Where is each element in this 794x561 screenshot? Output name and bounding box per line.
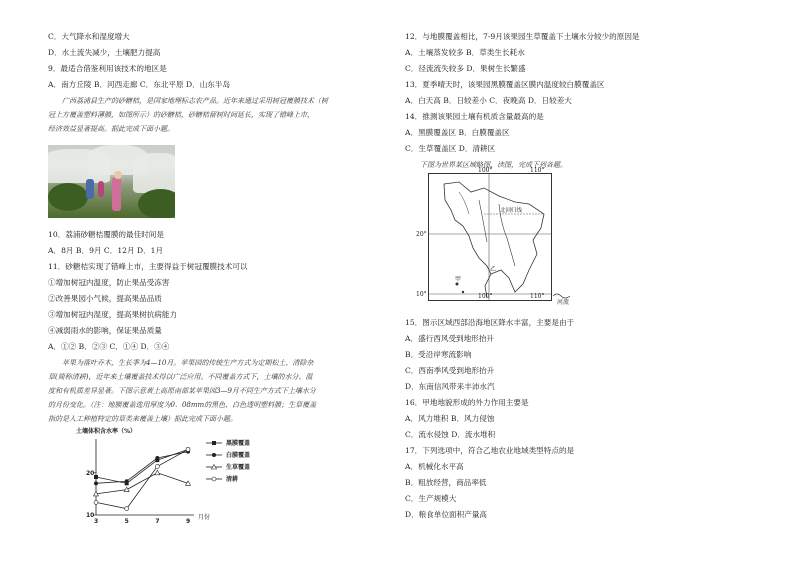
question-16-options-ab: A．风力堆积 B．风力侵蚀	[405, 414, 495, 423]
question-17-option-d: D．粮食单位面积产量高	[405, 510, 488, 519]
question-15: 15．图示区域西部沿海地区降水丰富，主要是由于	[405, 318, 575, 327]
legend-label: 生草覆盖	[226, 464, 251, 471]
intro-paragraph-1-line-3: 经济效益显著提高。据此完成下面小题。	[48, 125, 174, 133]
data-point	[155, 464, 159, 468]
question-11: 11．砂糖桔实现了错峰上市，主要得益于树冠覆膜技术可以	[48, 262, 248, 271]
legend-label: 白膜覆盖	[226, 452, 251, 459]
option-d: D．水土流失减少，土壤肥力提高	[48, 48, 161, 57]
legend-label: 清耕	[226, 476, 239, 483]
question-13: 13．夏季晴天时，该果园黑膜覆盖区膜内温度较白膜覆盖区	[405, 80, 605, 89]
question-11-options: A．①② B．②③ C．①④ D．③④	[48, 342, 170, 351]
intro-paragraph-2-line-4: 的月份变化。（注：地膜覆盖选用厚度为0．08mm的黑色、白色透明塑料膜；生草覆盖	[48, 401, 317, 409]
map-label-yi: 乙	[490, 266, 497, 273]
data-point	[155, 456, 159, 460]
question-16: 16．甲地地貌形成的外力作用主要是	[405, 398, 529, 407]
legend-marker	[212, 441, 216, 445]
data-point	[125, 479, 129, 483]
question-9: 9．最适合借鉴利用该技术的地区是	[48, 64, 167, 73]
intro-paragraph-2-line-5: 指的是人工种植特定的草类来覆盖土壤）据此完成下面小题。	[48, 415, 237, 423]
map-lon-top-left: 100°	[478, 167, 493, 174]
map-tropic-label: 北回归线	[500, 208, 523, 214]
question-17-option-a: A．机械化水平高	[405, 462, 464, 471]
data-point	[124, 487, 129, 492]
intro-paragraph-1-line-1: 广西荔浦县生产的砂糖桔，是国家地理标志农产品。近年来通过采用树冠覆膜技术（树	[62, 97, 328, 105]
intro-paragraph-1-line-2: 冠上方覆盖塑料薄膜，如图所示）的砂糖桔，砂糖桔留树时间延长，实现了错峰上市，	[48, 111, 314, 119]
data-point	[186, 448, 190, 452]
question-10: 10．荔浦砂糖桔覆膜的最佳时间是	[48, 230, 164, 239]
series-line-3	[96, 473, 188, 494]
data-point	[94, 500, 98, 504]
map-lon-bottom-left: 100°	[478, 293, 493, 300]
y-tick-label: 20	[86, 469, 95, 477]
data-point	[125, 507, 129, 511]
question-17-option-b: B．粗放经营，商品率低	[405, 478, 487, 487]
map-lon-bottom-right: 110°	[530, 293, 545, 300]
question-15-option-b: B．受沿岸寒流影响	[405, 350, 472, 359]
map-label-jia: 甲	[455, 276, 462, 283]
legend-label: 黑膜覆盖	[226, 440, 251, 447]
map-lon-top-right: 110°	[530, 167, 545, 174]
question-10-options: A．8月 B．9月 C．12月 D．1月	[48, 246, 164, 255]
question-11-item-4: ④减弱雨水的影响，保证果品质量	[48, 326, 162, 335]
legend-marker	[212, 453, 216, 457]
question-15-option-a: A．盛行西风受到地形抬升	[405, 334, 495, 343]
question-15-option-c: C．西南季风受到地形抬升	[405, 366, 495, 375]
map-lat-10: 10°	[416, 291, 427, 298]
legend-marker	[212, 477, 216, 481]
x-tick-label: 5	[124, 518, 129, 525]
question-9-options: A．南方丘陵 B．河西走廊 C．东北平原 D．山东半岛	[48, 80, 231, 89]
data-point	[94, 481, 98, 485]
y-tick-label: 10	[86, 512, 95, 519]
question-11-item-2: ②改善果园小气候，提高果品品质	[48, 294, 162, 303]
map-intro: 下图为世界某区域略图，读图，完成下列各题。	[420, 161, 567, 169]
region-map	[428, 173, 552, 301]
question-17-option-c: C．生产规模大	[405, 494, 457, 503]
y-axis-label: 土壤体积含水率（%）	[76, 428, 137, 435]
question-14: 14．推测该果园土壤有机质含量最高的是	[405, 112, 544, 121]
question-14-options-cd: C．生草覆盖区 D．清耕区	[405, 144, 496, 153]
series-line-4	[96, 450, 188, 509]
soil-moisture-chart	[76, 425, 286, 525]
x-tick-label: 3	[94, 518, 99, 525]
intro-paragraph-2-line-3: 度和有机质差异显著。下图示意黄土高原南部某苹果园3—9月不同生产方式下土壤水分	[48, 387, 316, 395]
intro-paragraph-2-line-1: 苹果为落叶乔木，生长季为4—10月。苹果园的传统生产方式为定期松土、清除杂	[62, 359, 314, 367]
question-15-option-d: D．东南信风带来丰沛水汽	[405, 382, 495, 391]
question-16-options-cd: C．流水侵蚀 D．流水堆积	[405, 430, 496, 439]
orchard-photo	[48, 145, 175, 218]
question-11-item-3: ③增加树冠内湿度，提高果树抗病能力	[48, 310, 178, 319]
question-12: 12．与地膜覆盖相比，7-9月该果园生草覆盖下土壤水分较少的原因是	[405, 32, 640, 41]
question-12-options-cd: C．径流流失较多 D．果树生长繁盛	[405, 64, 526, 73]
question-13-options: A．白天高 B．日较差小 C．夜晚高 D．日较差大	[405, 96, 572, 105]
x-tick-label: 9	[186, 518, 191, 525]
x-tick-label: 7	[155, 518, 160, 525]
map-lat-20: 20°	[416, 231, 427, 238]
map-legend-label: 河流	[557, 299, 570, 306]
data-point	[94, 475, 98, 479]
data-point	[155, 470, 160, 475]
question-17: 17．下列选项中，符合乙地农业地域类型特点的是	[405, 446, 575, 455]
option-c: C．大气降水和湿度增大	[48, 32, 130, 41]
question-12-options-ab: A．土壤蒸发较多 B．草类生长耗水	[405, 48, 525, 57]
question-11-item-1: ①增加树冠内温度，防止果品受冻害	[48, 278, 170, 287]
question-14-options-ab: A．黑膜覆盖区 B．白膜覆盖区	[405, 128, 510, 137]
x-axis-label: 月份	[198, 514, 211, 521]
intro-paragraph-2-line-2: 草(简称清耕)，近年来土壤覆盖技术得以广泛应用。不同覆盖方式下，土壤的水分、温	[48, 373, 313, 381]
